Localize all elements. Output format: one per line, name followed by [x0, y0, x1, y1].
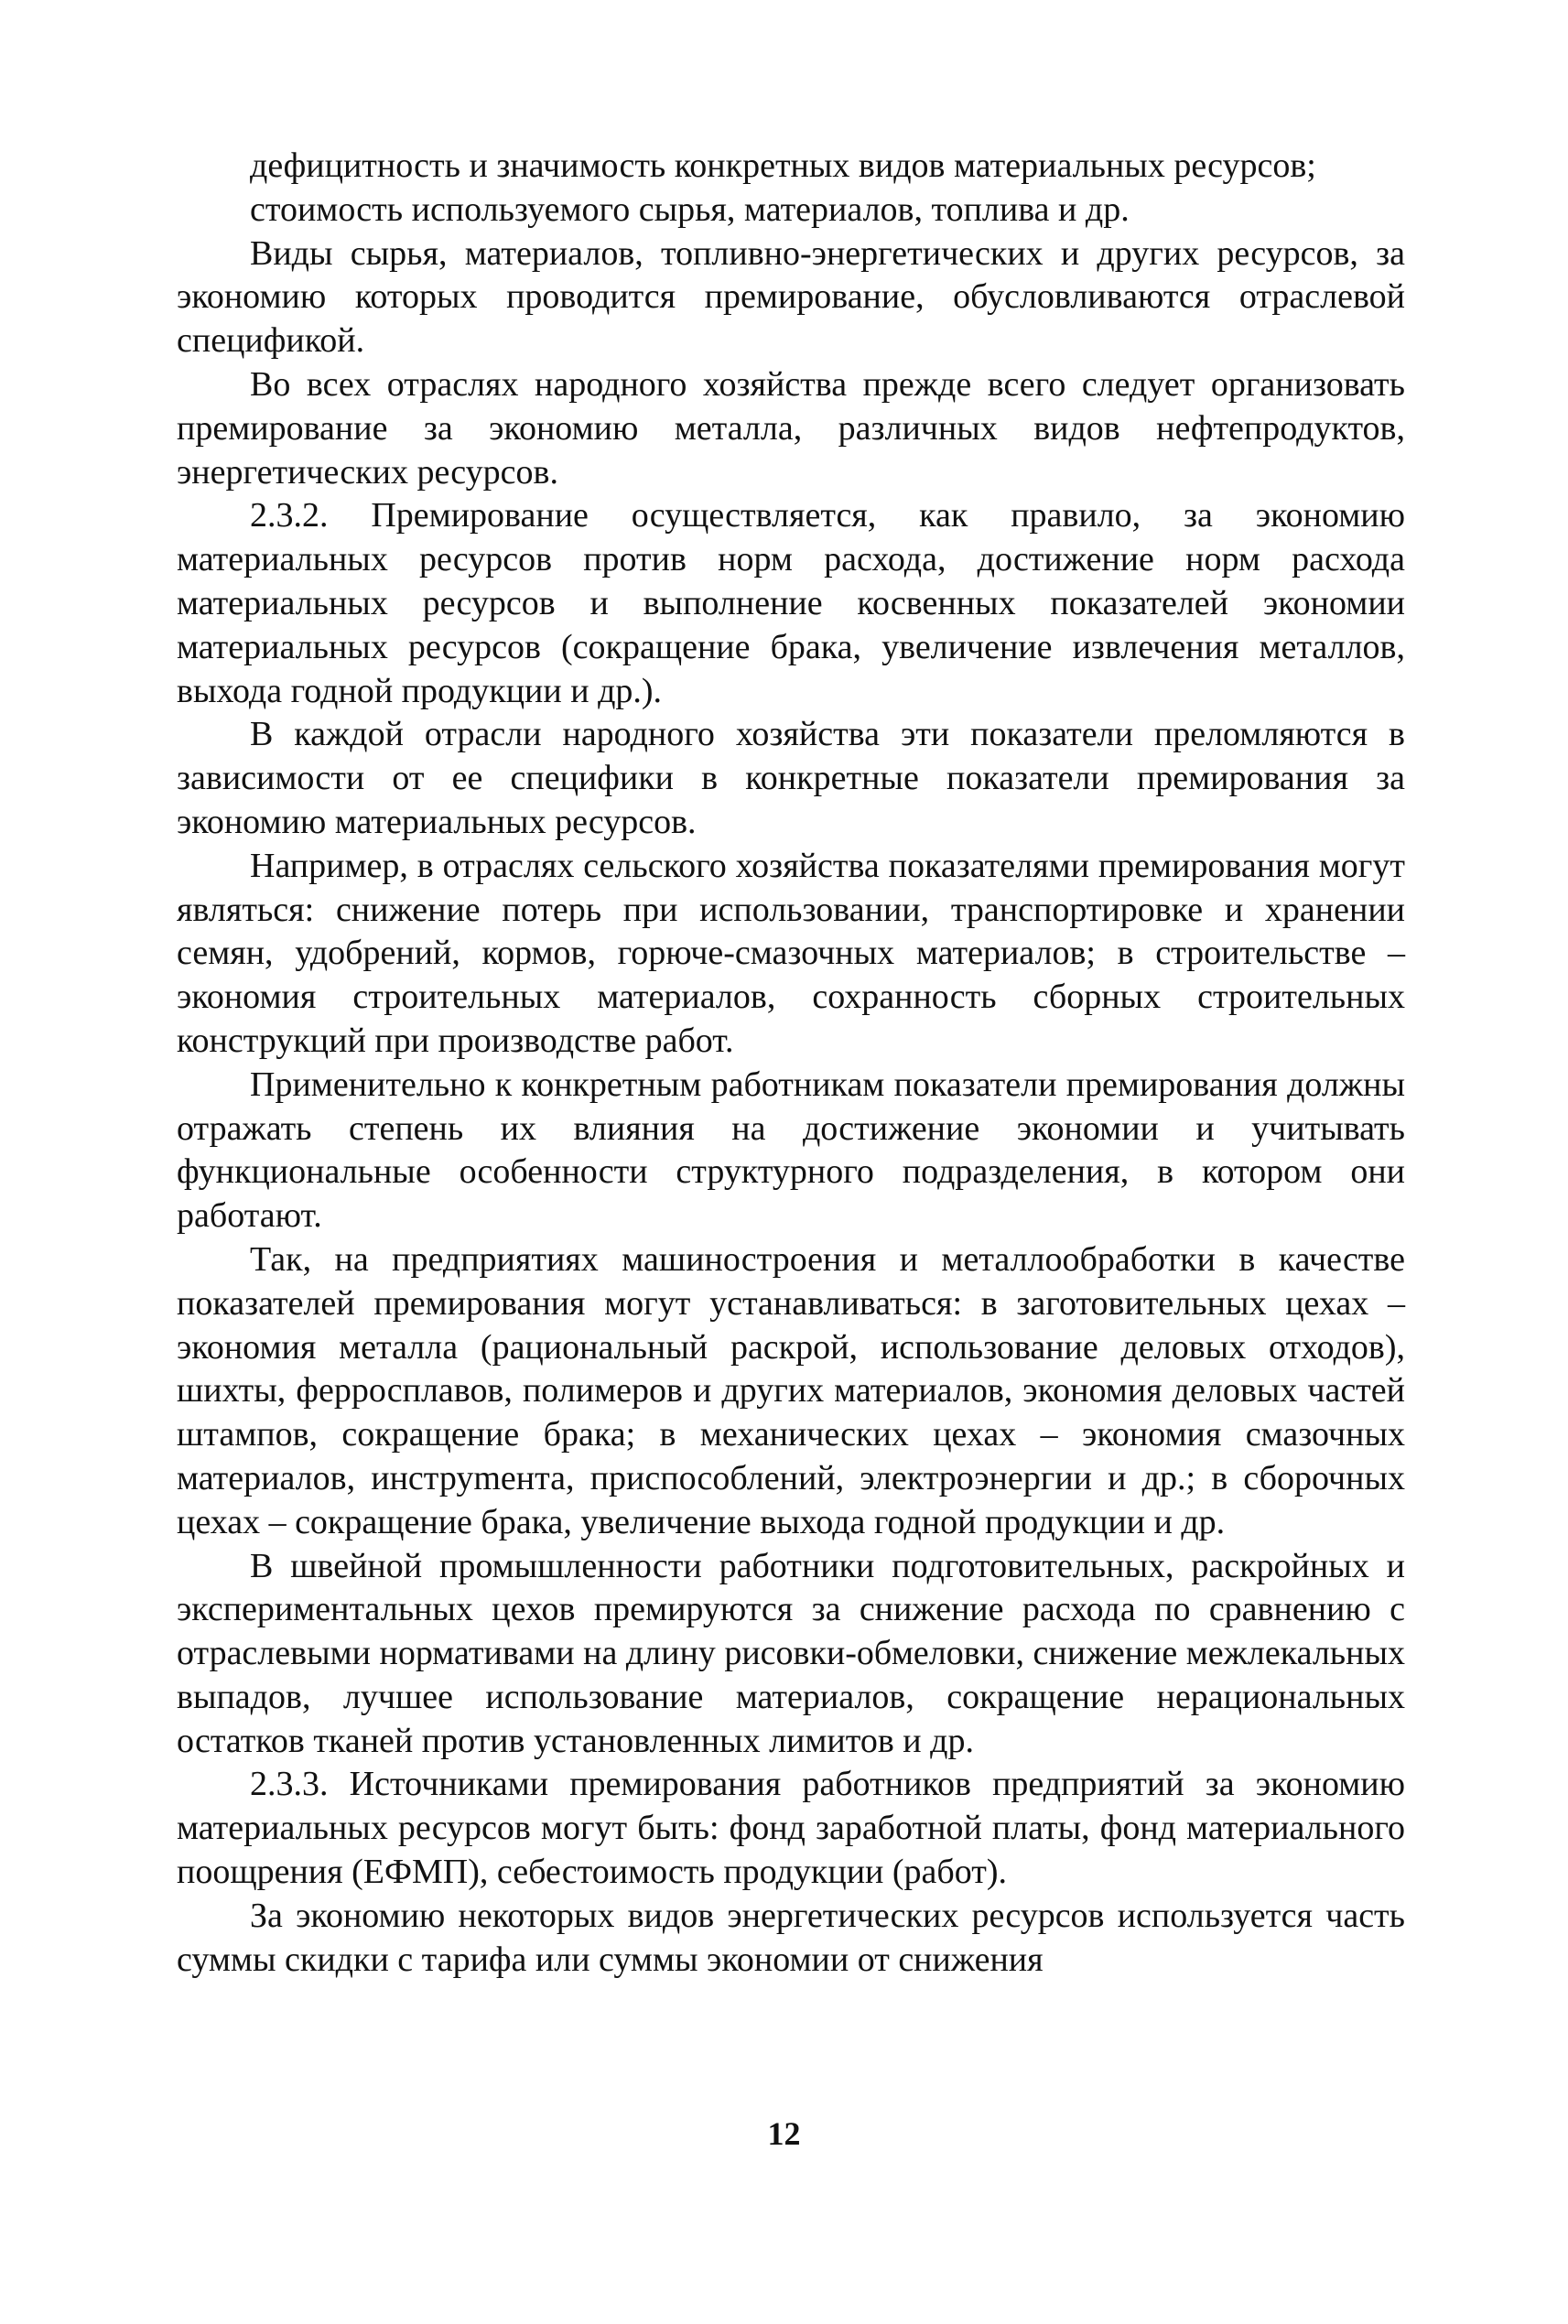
- paragraph: Во всех отраслях народного хозяйства прежде всего следует организовать премирование за экономию металла, различных видов нефтепродуктов, энергетических ресурсов.: [177, 364, 1405, 492]
- paragraph: Виды сырья, материалов, топливно-энергетических и других ресурсов, за экономию которых проводится премирование, обусловливаются отраслевой спецификой.: [177, 233, 1405, 361]
- paragraph: За экономию некоторых видов энергетических ресурсов используется часть суммы скидки с тарифа или суммы экономии от снижения: [177, 1896, 1405, 1979]
- paragraph: В швейной промышленности работники подготовительных, раскройных и экспериментальных цехов премируются за снижение расхода по сравнению с отраслевыми нормативами на длину рисовки-обмеловки, снижение межлекальных выпадов, лучшее использование материалов, сокращение нерациональных остатков тканей против установленных лимитов и др.: [177, 1546, 1405, 1760]
- paragraph: Так, на предприятиях машиностроения и металлообработки в качестве показателей премирования могут устанавливаться: в заготовительных цехах – экономия металла (рациональный раскрой, использование деловых отходов), шихты, ферросплавов, полимеров и других материалов, экономия деловых частей штампов, сокращение брака; в механических цехах – экономия смазочных материалов, инструmента, приспособлений, электроэнергии и др.; в сборочных цехах – сокращение брака, увеличение выхода годной продукции и др.: [177, 1239, 1405, 1541]
- paragraph: дефицитность и значимость конкретных видов материальных ресурсов;: [250, 146, 1316, 185]
- page-number: 12: [767, 2115, 801, 2152]
- paragraph: 2.3.3. Источниками премирования работников предприятий за экономию материальных ресурсов могут быть: фонд заработной платы, фонд материального поощрения (ЕФМП), себестоимость продукции (работ).: [177, 1765, 1405, 1892]
- body-text: [177, 145, 1405, 1982]
- paragraph: стоимость используемого сырья, материалов, топлива и др.: [250, 189, 1130, 229]
- paragraph: Например, в отраслях сельского хозяйства показателями премирования могут являться: снижение потерь при использовании, транспортировке и хранении семян, удобрений, кормов, горюче-смазочных материалов; в строительстве – экономия строительных материалов, сохранность сборных строительных конструкций при производстве работ.: [177, 846, 1405, 1060]
- paragraph: В каждой отрасли народного хозяйства эти показатели преломляются в зависимости от ее специфики в конкретные показатели премирования за экономию материальных ресурсов.: [177, 715, 1405, 841]
- paragraph: Применительно к конкретным работникам показатели премирования должны отражать степень их влияния на достижение экономии и учитывать функциональные особенности структурного подразделения, в котором они работают.: [177, 1065, 1405, 1236]
- paragraph: 2.3.2. Премирование осуществляется, как правило, за экономию материальных ресурсов против норм расхода, достижение норм расхода материальных ресурсов и выполнение косвенных показателей экономии материальных ресурсов (сокращение брака, увеличение извлечения металлов, выхода годной продукции и др.).: [177, 496, 1405, 710]
